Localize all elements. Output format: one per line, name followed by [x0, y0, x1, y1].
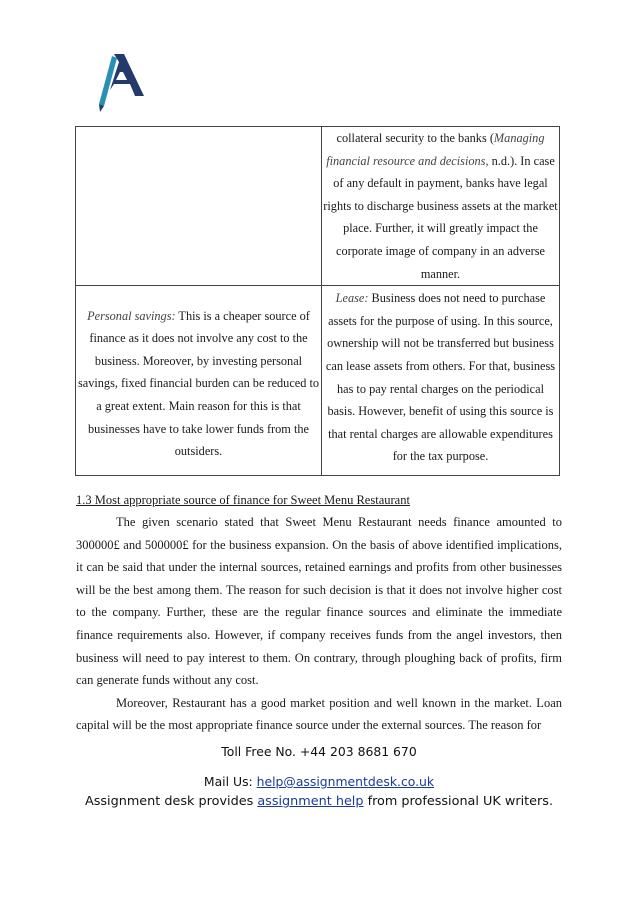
mail-label: Mail Us: — [203, 774, 257, 789]
footer-mail — [0, 774, 638, 789]
mail-link[interactable]: help@assignmentdesk.co.uk — [256, 774, 435, 789]
tagline-pre: Assignment desk provides — [84, 794, 258, 809]
table-cell-personal-savings — [76, 286, 322, 476]
paragraph: Moreover, Restaurant has a good market position and well known in the market. Loan capital will be the most appropriate finance source under the external sources. The reason for — [76, 695, 562, 733]
section-heading: 1.3 Most appropriate source of finance for Sweet Menu Restaurant — [76, 493, 410, 507]
assignment-help-link[interactable]: assignment help — [257, 794, 364, 809]
table-cell-collateral — [322, 127, 560, 286]
term-italic: Personal savings: — [87, 308, 176, 323]
finance-sources-table — [75, 126, 560, 476]
table-cell-empty — [76, 127, 322, 286]
table-cell-lease — [322, 286, 560, 476]
footer-toll-free: Toll Free No. +44 203 8681 670 — [221, 744, 417, 759]
section-body — [76, 511, 562, 737]
cell-text: This is a cheaper source of finance as it does not involve any cost to the business. Moreover, by investing personal savings, fixed financial burden can be reduced to a great extent. Main reason for this is that businesses have to take lower funds from the outsiders. — [77, 308, 320, 459]
assignment-desk-logo-icon — [92, 48, 150, 114]
table-row — [76, 286, 560, 476]
footer-tagline — [0, 794, 638, 809]
table-row — [76, 127, 560, 286]
cell-text: Business does not need to purchase assets for the purpose of using. In this source, ownership will not be transferred but business can lease assets from others. For that, business has to pay rental charges on the periodical basis. However, benefit of using this source is that rental charges are allowable expenditures for the tax purpose. — [325, 291, 556, 464]
cell-text: collateral security to the banks ( — [336, 131, 494, 145]
cell-text: n.d.). In case of any default in payment, banks have legal rights to discharge business assets at the market place. Further, it will greatly impact the corporate image of company in an adverse manner. — [323, 153, 558, 281]
citation-italic: Managing financial resource and decisions, — [326, 131, 545, 168]
paragraph: The given scenario stated that Sweet Menu Restaurant needs finance amounted to 300000£ and 500000£ for the business expansion. On the basis of above identified implications, it can be said that under the internal sources, retained earnings and profits from other businesses will be the best among them. The reason for such decision is that it does not involve higher cost to the company. Further, these are the regular finance sources and eliminate the immediate finance requirements also. However, if company receives funds from the angel investors, then business will need to pay interest to them. On contrary, through ploughing back of profits, firm can generate funds without any cost. — [76, 515, 562, 688]
term-italic: Lease: — [335, 291, 369, 306]
tagline-post: from professional UK writers. — [363, 794, 554, 809]
